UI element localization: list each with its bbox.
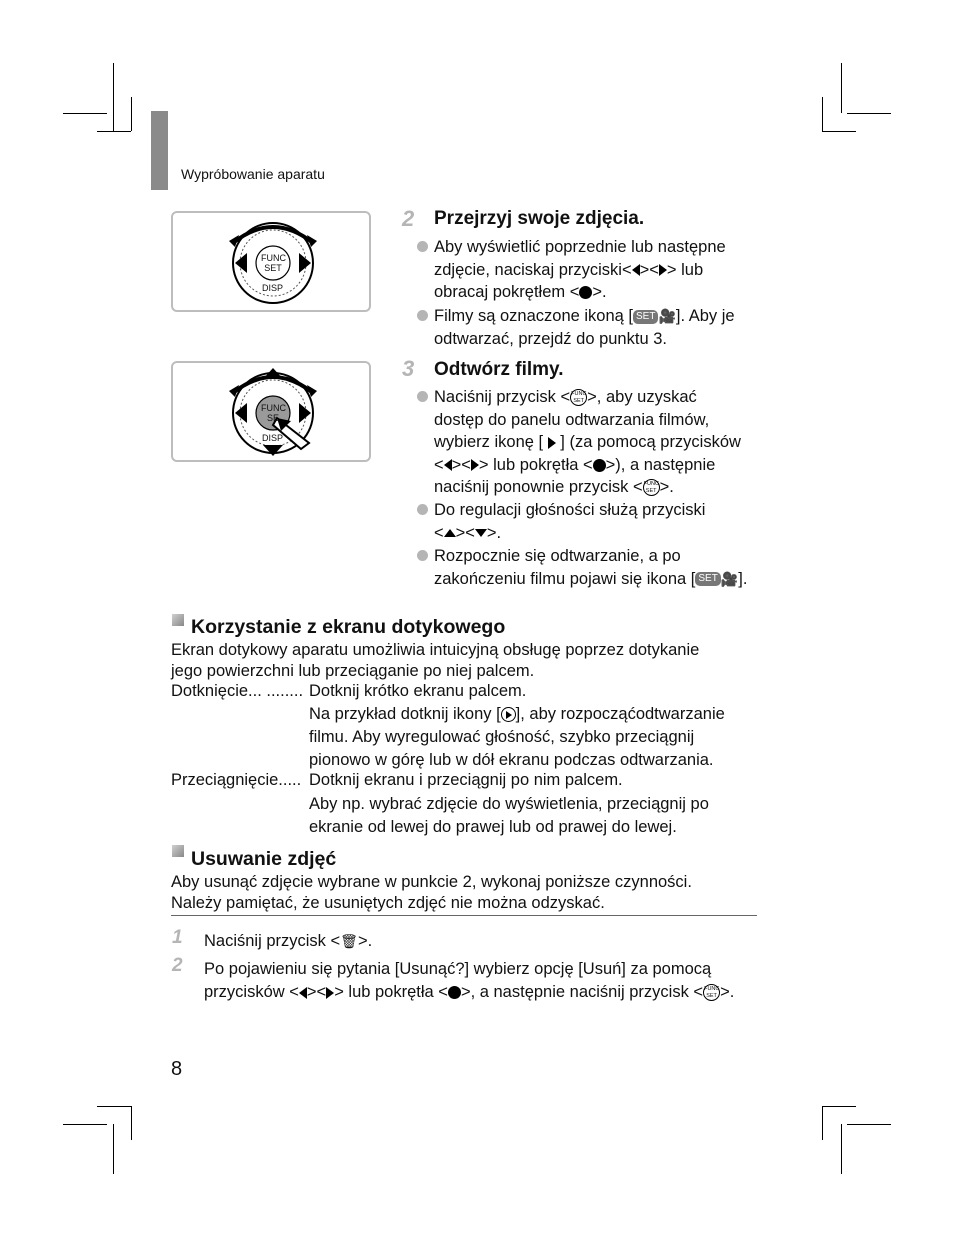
crop-mark [841,1124,842,1174]
set-badge-icon: SET [695,572,720,586]
bullet-dot [417,310,428,321]
crop-mark [131,97,132,131]
crop-mark [841,63,842,113]
page-number: 8 [171,1058,183,1080]
section-marker [172,845,184,857]
step-text: Po pojawieniu się pytania [Usunąć?] wybierz opcję [Usuń] za pomocą przycisków < >< > lub pokrętła < >, a następnie naciśnij przycisk <FUNC SET >. [204,960,735,1001]
left-arrow-icon [299,987,307,999]
section-title: Korzystanie z ekranu dotykowego [191,616,506,638]
section-intro: Aby usunąć zdjęcie wybrane w punkcie 2, wykonaj poniższe czynności. Należy pamiętać, że usuniętych zdjęć nie można odzyskać. [171,873,692,912]
movie-icon: 🎥 [720,570,739,587]
crop-mark [63,113,107,114]
func-set-icon: FUNC SET [704,986,720,1000]
func-label: FUNC [261,253,286,263]
definition-term: Dotknięcie... ........ [171,682,304,700]
func-set-icon: FUNC SET [643,481,659,495]
crop-mark [113,1124,114,1174]
control-dial-icon [448,986,461,999]
step-number: 3 [402,356,415,381]
up-arrow-icon [444,529,456,537]
definition-text: Dotknij ekranu i przeciągnij po nim palcem. Aby np. wybrać zdjęcie do wyświetlenia, przeciągnij po ekranie od lewej do prawej lub od prawej do lewej. [309,771,709,836]
crop-mark [847,113,891,114]
section-marker [172,614,184,626]
set-badge-icon: SET [633,310,658,324]
step-title: Odtwórz filmy. [434,359,564,380]
left-arrow-icon [444,459,452,471]
right-arrow-icon [471,459,479,471]
section-tab [151,111,168,190]
set-label: SE [266,413,279,423]
play-button-icon [501,707,516,722]
right-arrow-icon [326,987,334,999]
crop-mark [131,1106,132,1140]
step-number: 2 [172,955,183,976]
crop-mark [97,1106,131,1107]
bullet-dot [417,504,428,515]
bullet-item: Filmy są oznaczone ikoną [ SET 🎥]. Aby je odtwarzać, przejdź do punktu 3. [434,305,764,350]
crop-mark [822,1106,856,1107]
control-dial-diagram [171,211,371,312]
bullet-dot [417,241,428,252]
crop-mark [822,97,823,131]
crop-mark [97,131,131,132]
bullet-item: Aby wyświetlić poprzednie lub następne zdjęcie, naciskaj przyciski< >< > lub obracaj pokrętłem < >. [434,236,764,304]
control-dial-icon [579,286,592,299]
section-title: Usuwanie zdjęć [191,848,337,870]
step-number: 1 [172,927,183,948]
definition-term: Przeciągnięcie..... [171,771,302,789]
set-label: SET [264,263,282,273]
crop-mark [847,1124,891,1125]
crop-mark [822,1106,823,1140]
bullet-dot [417,391,428,402]
bullet-dot [417,550,428,561]
func-set-press-diagram [171,361,371,462]
func-set-icon: FUNC SET [571,391,587,405]
crop-mark [822,131,856,132]
disp-label: DISP [262,433,284,443]
crop-mark [63,1124,107,1125]
step-number: 2 [402,206,415,231]
bullet-item: Naciśnij przycisk <FUNC SET >, aby uzyskać dostęp do panelu odtwarzania filmów, wybierz ikonę [ ] (za pomocą przycisków < >< > lub pokrętła < >), a następnie naciśnij ponownie przycisk <FUNC SET >. [434,386,764,499]
right-arrow-icon [659,264,667,276]
definition-text: Dotknij krótko ekranu palcem. Na przykład dotknij ikony [ ], aby rozpocząćodtwarzanie filmu. Aby wyregulować głośność, szybko przeciągnij pionowo w górę lub w dół ekranu podczas odtwarzania. [309,682,725,769]
play-icon [548,437,556,449]
bullet-item: Rozpocznie się odtwarzanie, a po zakończeniu filmu pojawi się ikona [ SET 🎥]. [434,545,764,590]
crop-mark [113,63,114,131]
divider [171,915,757,916]
section-header: Wypróbowanie aparatu [181,166,325,182]
disp-label: DISP [262,283,284,293]
down-arrow-icon [475,529,487,537]
step-title: Przejrzyj swoje zdjęcia. [434,208,645,229]
section-intro: Ekran dotykowy aparatu umożliwia intuicyjną obsługę poprzez dotykanie jego powierzchni lub przeciąganie po niej palcem. [171,641,700,680]
bullet-item: Do regulacji głośności służą przyciski < >< >. [434,499,764,544]
func-label: FUNC [261,403,286,413]
control-dial-icon [593,459,606,472]
left-arrow-icon [632,264,640,276]
trash-icon: 🗑 [340,933,358,950]
step-text: Naciśnij przycisk <🗑>. [204,931,372,952]
movie-icon: 🎥 [658,308,676,325]
